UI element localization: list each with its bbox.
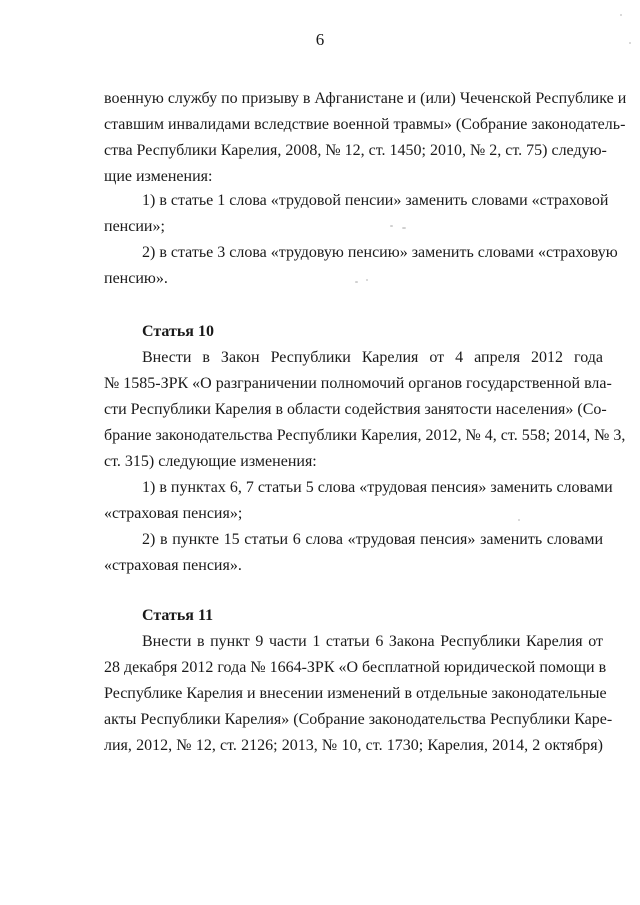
text-line: военную службу по призыву в Афганистане и (или) Чеченской Республике и [104, 90, 627, 107]
scan-speck [366, 279, 368, 281]
text-line: Внести в Закон Республики Карелия от 4 апреля 2012 года [142, 349, 603, 366]
text-line: ставшим инвалидами вследствие военной травмы» (Собрание законодатель- [104, 116, 626, 133]
text-line: пенсии»; [104, 218, 165, 235]
page-number: 6 [315, 30, 325, 49]
text-line: акты Республики Карелия» (Собрание законодательства Республики Каре- [104, 711, 613, 728]
text-line: щие изменения: [104, 168, 213, 185]
list-item-text: 2) в статье 3 слова «трудовую пенсию» заменить словами «страховую [142, 244, 618, 261]
scan-speck [402, 227, 406, 229]
article-heading: Статья 10 [142, 323, 214, 340]
scan-speck [518, 519, 520, 521]
text-line: лия, 2012, № 12, ст. 2126; 2013, № 10, ст. 1730; Карелия, 2014, 2 октября) [104, 737, 603, 754]
text-line: брание законодательства Республики Карелия, 2012, № 4, ст. 558; 2014, № 3, [104, 427, 626, 444]
text-line: «страховая пенсия»; [104, 505, 243, 522]
scan-speck [390, 225, 393, 227]
scan-speck [620, 14, 622, 16]
text-line: сти Республики Карелия в области содействия занятости населения» (Со- [104, 401, 607, 418]
text-line: Республике Карелия и внесении изменений в отдельные законодательные [104, 685, 607, 702]
text-line: «страховая пенсия». [104, 557, 242, 574]
text-line: ст. 315) следующие изменения: [104, 453, 317, 470]
text-line: пенсию». [104, 270, 168, 287]
list-item-text: 1) в статье 1 слова «трудовой пенсии» заменить словами «страховой [142, 192, 609, 209]
text-line: Внести в пункт 9 части 1 статьи 6 Закона Республики Карелия от [142, 633, 603, 650]
text-line: ства Республики Карелия, 2008, № 12, ст. 1450; 2010, № 2, ст. 75) следую- [104, 142, 607, 159]
article-heading: Статья 11 [142, 607, 214, 624]
text-line: 28 декабря 2012 года № 1664-ЗРК «О бесплатной юридической помощи в [104, 659, 607, 676]
scan-speck [629, 42, 631, 44]
list-item-text: 2) в пункте 15 статьи 6 слова «трудовая пенсия» заменить словами [142, 531, 603, 548]
list-item-text: 1) в пунктах 6, 7 статьи 5 слова «трудовая пенсия» заменить словами [142, 479, 613, 496]
scan-speck [355, 281, 358, 283]
text-line: № 1585-ЗРК «О разграничении полномочий органов государственной вла- [104, 375, 612, 392]
